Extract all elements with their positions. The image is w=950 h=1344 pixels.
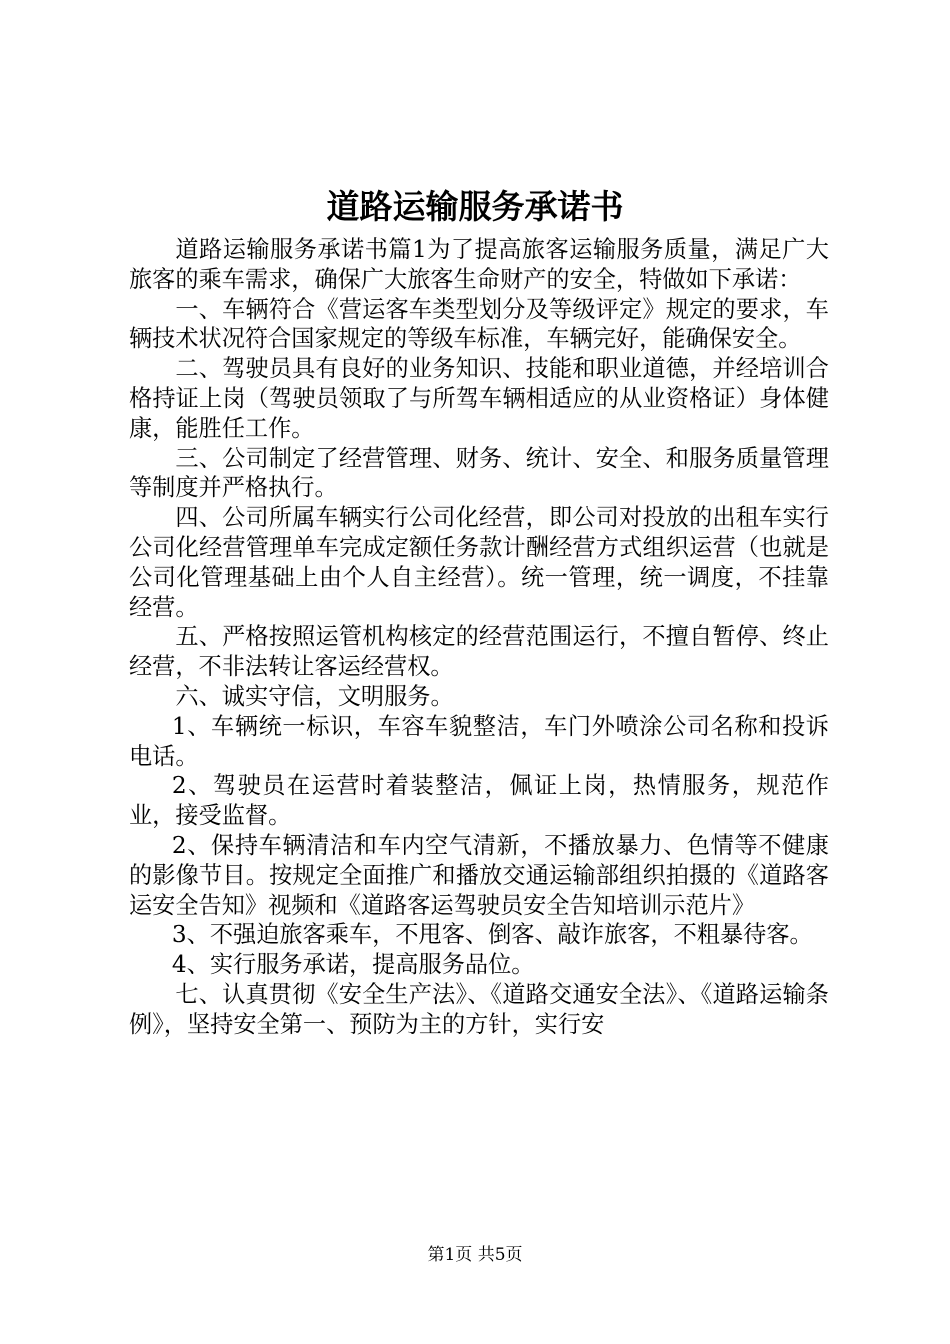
paragraph-item-4: 四、公司所属车辆实行公司化经营，即公司对投放的出租车实行公司化经营管理单车完成定额任务款计酬经营方式组织运营（也就是公司化管理基础上由个人自主经营）。统一管理，统一调度，不挂靠经营。: [129, 504, 829, 621]
paragraph-sub-2b: 2、保持车辆清洁和车内空气清新，不播放暴力、色情等不健康的影像节目。按规定全面推广和播放交通运输部组织拍摄的《道路客运安全告知》视频和《道路客运驾驶员安全告知培训示范片》: [129, 831, 829, 919]
paragraph-item-1: 一、车辆符合《营运客车类型划分及等级评定》规定的要求，车辆技术状况符合国家规定的等级车标准，车辆完好，能确保安全。: [129, 295, 829, 353]
paragraph-item-3: 三、公司制定了经营管理、财务、统计、安全、和服务质量管理等制度并严格执行。: [129, 444, 829, 502]
document-title: 道路运输服务承诺书: [326, 187, 624, 226]
paragraph-sub-1: 1、车辆统一标识，车容车貌整洁，车门外喷涂公司名称和投诉电话。: [129, 712, 829, 770]
paragraph-item-7: 七、认真贯彻《安全生产法》、《道路交通安全法》、《道路运输条例》，坚持安全第一、预防为主的方针，实行安: [129, 980, 829, 1038]
paragraph-sub-3: 3、不强迫旅客乘车，不甩客、倒客、敲诈旅客，不粗暴待客。: [171, 921, 813, 949]
paragraph-intro: 道路运输服务承诺书篇1为了提高旅客运输服务质量，满足广大旅客的乘车需求，确保广大旅客生命财产的安全，特做如下承诺：: [129, 236, 829, 293]
page-footer: 第1页 共5页: [427, 1245, 523, 1265]
paragraph-sub-4: 4、实行服务承诺，提高服务品位。: [171, 951, 535, 979]
paragraph-item-6: 六、诚实守信，文明服务。: [175, 682, 454, 710]
paragraph-item-5: 五、严格按照运管机构核定的经营范围运行，不擅自暂停、终止经营，不非法转让客运经营权。: [129, 623, 829, 681]
document-body: [129, 235, 829, 1040]
paragraph-sub-2: 2、驾驶员在运营时着装整洁，佩证上岗，热情服务，规范作业，接受监督。: [129, 772, 829, 830]
paragraph-item-2: 二、驾驶员具有良好的业务知识、技能和职业道德，并经培训合格持证上岗（驾驶员领取了与所驾车辆相适应的从业资格证）身体健康，能胜任工作。: [129, 355, 829, 442]
